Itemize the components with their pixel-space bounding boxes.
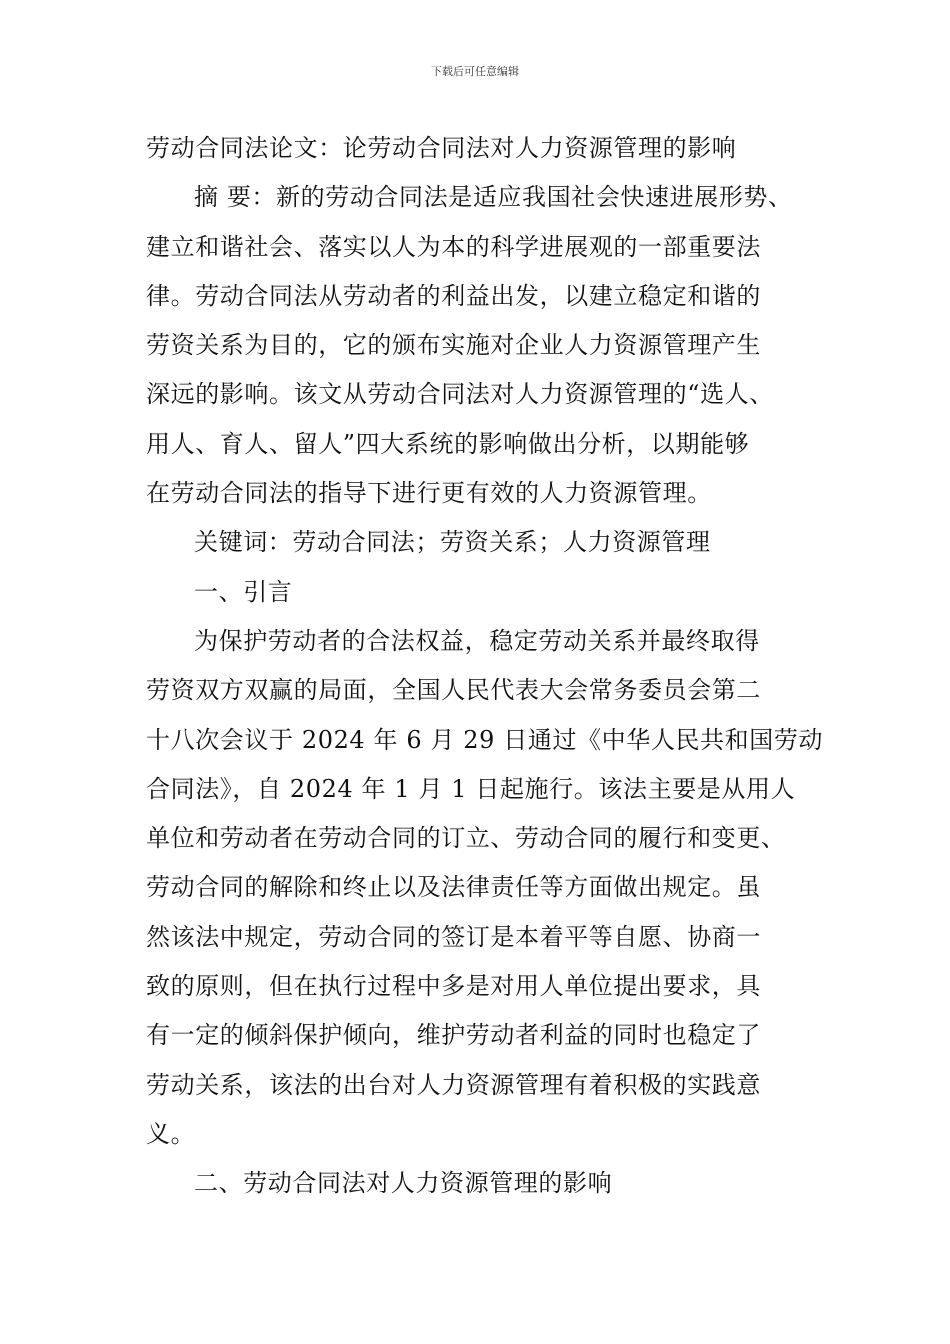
abstract-line: 律。劳动合同法从劳动者的利益出发，以建立稳定和谐的 xyxy=(146,281,761,310)
abstract-line: 摘 要：新的劳动合同法是适应我国社会快速进展形势、 xyxy=(194,183,793,212)
body-line: 义。 xyxy=(146,1119,196,1148)
body-line: 合同法》，自 2024 年 1 月 1 日起施行。该法主要是从用人 xyxy=(146,774,796,803)
body-line: 然该法中规定，劳动合同的签订是本着平等自愿、协商一 xyxy=(146,922,761,951)
abstract-line: 用人、育人、留人”四大系统的影响做出分析，以期能够 xyxy=(146,429,750,458)
document-title: 劳动合同法论文：论劳动合同法对人力资源管理的影响 xyxy=(146,134,737,162)
body-line: 劳动关系，该法的出台对人力资源管理有着积极的实践意 xyxy=(146,1070,761,1099)
body-line: 十八次会议于 2024 年 6 月 29 日通过《中华人民共和国劳动 xyxy=(146,725,824,754)
section-heading-introduction: 一、引言 xyxy=(194,577,293,606)
body-line: 有一定的倾斜保护倾向，维护劳动者利益的同时也稳定了 xyxy=(146,1021,761,1050)
abstract-line: 劳资关系为目的，它的颁布实施对企业人力资源管理产生 xyxy=(146,331,761,360)
body-line: 劳动合同的解除和终止以及法律责任等方面做出规定。虽 xyxy=(146,873,761,902)
keywords-line: 关键词：劳动合同法；劳资关系；人力资源管理 xyxy=(194,528,711,557)
body-line: 致的原则，但在执行过程中多是对用人单位提出要求，具 xyxy=(146,972,761,1001)
body-line: 为保护劳动者的合法权益，稳定劳动关系并最终取得 xyxy=(194,626,760,655)
abstract-line: 深远的影响。该文从劳动合同法对人力资源管理的“选人、 xyxy=(146,380,774,409)
document-body xyxy=(146,124,826,1209)
body-line: 劳资双方双赢的局面，全国人民代表大会常务委员会第二 xyxy=(146,676,761,705)
body-line: 单位和劳动者在劳动合同的订立、劳动合同的履行和变更、 xyxy=(146,824,786,853)
abstract-line: 建立和谐社会、落实以人为本的科学进展观的一部重要法 xyxy=(146,232,761,261)
page-header: 下载后可任意编辑 xyxy=(431,65,519,78)
section-heading-impact: 二、劳动合同法对人力资源管理的影响 xyxy=(194,1169,613,1198)
abstract-line: 在劳动合同法的指导下进行更有效的人力资源管理。 xyxy=(146,479,712,508)
